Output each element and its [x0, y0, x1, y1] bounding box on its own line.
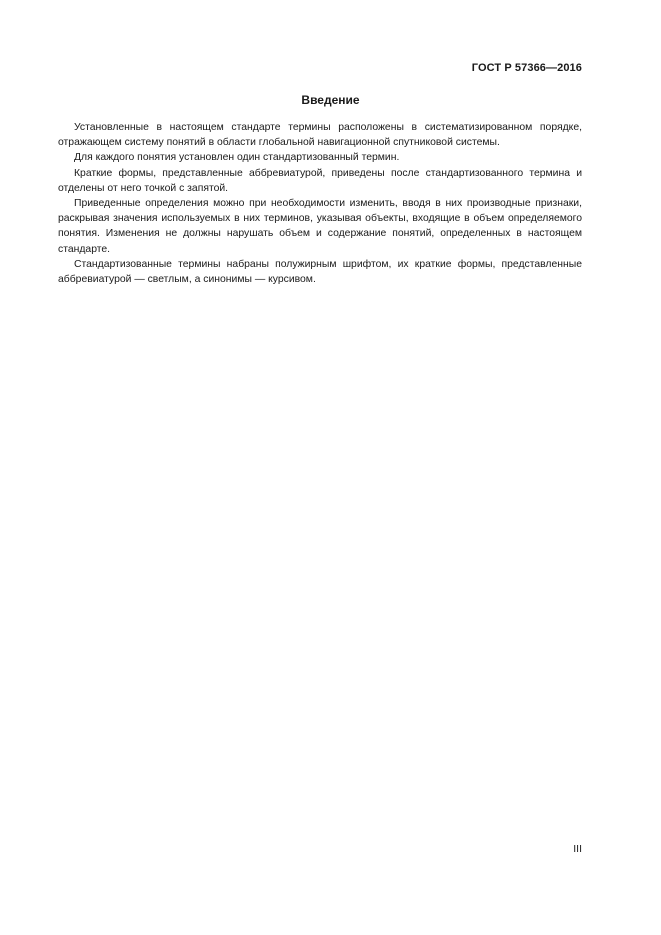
- introduction-body: [58, 120, 582, 287]
- paragraph-definitions: Приведенные определения можно при необходимости изменить, вводя в них производные признаки, раскрывая значения используемых в них терминов, указывая объекты, входящие в объем определяемого понятия. Изменения не должны нарушать объем и содержание понятий, определенных в настоящем стандарте.: [58, 198, 582, 255]
- paragraph-term-order: Установленные в настоящем стандарте термины расположены в систематизированном порядке, отражающем систему понятий в области глобальной навигационной спутниковой системы.: [58, 122, 582, 149]
- document-code: ГОСТ Р 57366—2016: [471, 62, 582, 74]
- page-number: III: [573, 843, 582, 855]
- paragraph-single-term: Для каждого понятия установлен один стандартизованный термин.: [74, 152, 400, 164]
- paragraph-abbreviations: Краткие формы, представленные аббревиатурой, приведены после стандартизованного термина и отделены от него точкой с запятой.: [58, 167, 582, 194]
- paragraph-typography: Стандартизованные термины набраны полужирным шрифтом, их краткие формы, представленные аббревиатурой — светлым, а синонимы — курсивом.: [58, 258, 582, 286]
- section-title: Введение: [301, 93, 360, 107]
